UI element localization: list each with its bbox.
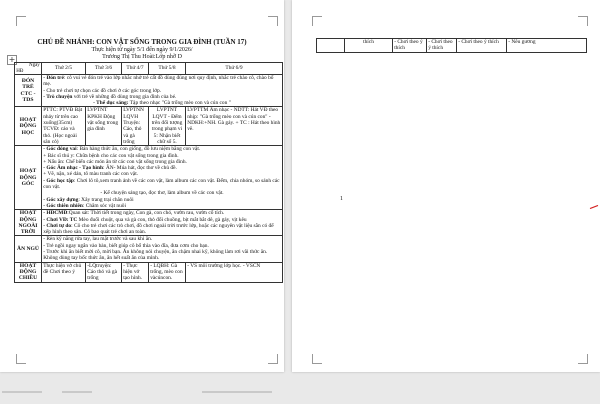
continuation-cell: - Nêu gương (507, 39, 587, 53)
row-hoat-dong-ngoai-troi (15, 210, 283, 236)
lesson-cell: LVPTNT LQVT - Đếm trên đối tượng trong phạm vi 5: Nhận biết chữ số 5. (149, 107, 186, 146)
page-corner-mark (16, 354, 26, 364)
lesson-cell: LVPTNT KPKH Động vật sống trong gia đình (86, 107, 122, 146)
an-ngu-content (42, 236, 283, 262)
schedule-table (14, 62, 283, 283)
continuation-cell: - Chơi theo ý thích (393, 39, 427, 53)
status-bar (2, 391, 598, 395)
page-corner-mark (312, 16, 322, 26)
continuation-cell: - Chơi theo ý thích (457, 39, 507, 53)
content-line: - Góc đóng vai: Bán hàng thức ăn, con giống, đồ lưu niệm bằng con vật. (43, 146, 201, 153)
continuation-table (316, 38, 587, 53)
status-bar-segment (2, 391, 42, 393)
status-bar-segment (202, 391, 272, 393)
hoat-dong-ngoai-troi-content (42, 210, 283, 236)
content-line: - Thể dục sáng: Tập theo nhạc "Gà trống mèo con và cún con " (93, 100, 231, 107)
afternoon-cell: Thực hiện vở chủ đề Chơi theo ý (42, 262, 86, 282)
don-tre-content (42, 75, 283, 107)
content-line: + Bác sĩ thú y: Chữa bệnh cho các con vật sống trong gia đình. (43, 152, 179, 159)
day-header: Thứ 6/9 (186, 63, 283, 75)
page-corner-mark (578, 16, 588, 26)
row-label-hoat-dong-hoc: HOẠT ĐỘNG HỌC (15, 107, 42, 146)
continuation-row (317, 39, 587, 53)
page-corner-mark (312, 354, 322, 364)
continuation-cell (317, 39, 345, 53)
content-line: - Chơi tự do: Cô cho trẻ chơi các trò chơi, đồ chơi ngoài trời trước lớp, hoặc các nguyên vật liệu sẵn có để xếp hình theo sân. Cô bao quát trẻ chơi an toàn. (43, 222, 274, 236)
content-line: - Đón trẻ: cô vui vẻ đón trẻ vào lớp nhắc nhở trẻ cất đồ dùng đúng nơi quy định, nhắc trẻ chào cô, chào bố mẹ. (43, 75, 274, 88)
afternoon-cell: - LQBH: Gà trống, mèo con vàcúncon. (149, 262, 186, 282)
document-page-right (292, 0, 600, 372)
row-label-hoat-dong-chieu: HOẠT ĐỘNG CHIỀU (15, 262, 42, 282)
content-line: - Trẻ ngồi ngay ngắn vào bàn, biết giúp cô bổ thìa vào đĩa, đưa cơm cho bạn. (43, 242, 209, 249)
document-page-left (0, 0, 284, 372)
afternoon-cell: - Thực hiện vở tạo hình. (122, 262, 149, 282)
day-header: Thứ 2/5 (42, 63, 86, 75)
page-corner-mark (16, 16, 26, 26)
content-line: + Nấu ăn: Chế biến các món ăn từ các con vật sống trong gia đình. (43, 158, 187, 165)
document-date-range: Thực hiện từ ngày 5/1 đến ngày 9/1/2026/ (91, 47, 193, 53)
corner-cell (15, 63, 42, 75)
corner-bottom-label: HĐ (16, 68, 24, 74)
row-label-an-ngu: ĂN NGỦ (15, 236, 42, 262)
afternoon-cell: -LQtruyện: Cáo thỏ và gà trống (86, 262, 122, 282)
content-line: - HĐCMĐ:Quan sát: Thời tiết trong ngày, Con gà, con chó, vườn rau, vườn cổ tích. (43, 210, 225, 217)
continuation-cell: - Chơi theo ý thích (427, 39, 457, 53)
content-line: - Góc Âm nhạc - Tạo hình: ÂN- Múa hát, đọc thơ về chủ đề. (43, 165, 177, 172)
content-line: - Rèn kỹ năng rửa tay, lau mặt trước và sau khi ăn. (43, 236, 153, 243)
content-line: - Góc thiên nhiên: Chăm sóc vật nuôi (43, 202, 126, 209)
row-label-don-tre: ĐÓN TRẺ CTC - TDS (15, 75, 42, 107)
red-pen-mark-icon (589, 205, 599, 209)
page-corner-mark (578, 354, 588, 364)
lesson-cell: LVPTTM Âm nhạc - NDTT: Hát VĐ theo nhịp: "Gà trống mèo con và cún con" - NDKH:+NH. Gà gáy. + TC : Hát theo hình vẽ. (186, 107, 283, 146)
content-line: - Góc học tập: Chơi lô tô,xem tranh ảnh về các con vật, làm album các con vật. Đếm, chia nhóm, so sánh các con vật. (43, 177, 280, 191)
content-line: - Góc xây dựng: Xây trang trại chăn nuôi (43, 196, 134, 203)
table-move-handle-icon[interactable]: + (8, 55, 16, 64)
row-hoat-dong-chieu (15, 262, 283, 282)
hoat-dong-goc-content (42, 146, 283, 210)
content-line: - Chơi VĐ: TC Mèo đuổi chuột, qua và gà con, thỏ đổi chuồng, bịt mắt bắt dê, gà gáy, vịt kêu (43, 216, 247, 223)
document-title: CHỦ ĐỀ NHÁNH: CON VẬT SỐNG TRONG GIA ĐÌNH (TUẦN 17) (37, 38, 247, 46)
day-header: Thứ 5/8 (149, 63, 186, 75)
row-an-ngu (15, 236, 283, 262)
page-number: 1 (340, 196, 343, 202)
row-label-hoat-dong-ngoai-troi: HOẠT ĐỘNG NGOÀI TRỜI (15, 210, 42, 236)
row-hoat-dong-hoc (15, 107, 283, 146)
content-line: - Trước khi ăn biết mời cô, mời bạn. Ăn không nói chuyện, ăn chậm nhai kỹ, không làm rơi vãi thức ăn. Không dùng tay bốc thức ăn, ăn hết suất ăn của mình. (43, 249, 268, 262)
day-header: Thứ 3/6 (86, 63, 122, 75)
page-corner-mark (268, 354, 278, 364)
content-line: - Trò chuyện với trẻ về những đồ dùng trong gia đình của bé. (43, 93, 177, 100)
table-header-row (15, 63, 283, 75)
continuation-cell: thích (345, 39, 393, 53)
content-line: - Cho trẻ chơi tự chọn các đồ chơi ở các góc trong lớp. (43, 87, 162, 94)
row-hoat-dong-goc (15, 146, 283, 210)
content-line: + Vẽ, nặn, xé dán, tô màu tranh các con vật. (43, 171, 139, 178)
lesson-cell: LVPTNN LQVH Truyện: Cáo, thỏ và gà trống (122, 107, 149, 146)
page-corner-mark (268, 16, 278, 26)
content-line: - Kể chuyện sáng tạo, đọc thơ, làm album về các con vật. (100, 190, 224, 197)
day-header: Thứ 4/7 (122, 63, 149, 75)
document-teacher: Trương Thị Thu Hoài:Lớp nhỡ D (102, 54, 182, 60)
row-don-tre (15, 75, 283, 107)
lesson-cell: PTTC: PTVĐ Bật nhảy từ trên cao xuống(35cm) TCVĐ: cáo và thỏ. (Học ngoài sân cỏ) (42, 107, 86, 146)
row-label-hoat-dong-goc: HOẠT ĐỘNG GÓC (15, 146, 42, 210)
afternoon-cell: - VS môi trường lớp học. - VSCN (186, 262, 283, 282)
corner-top-label: Ngày (28, 63, 40, 68)
status-bar-segment (62, 391, 92, 393)
